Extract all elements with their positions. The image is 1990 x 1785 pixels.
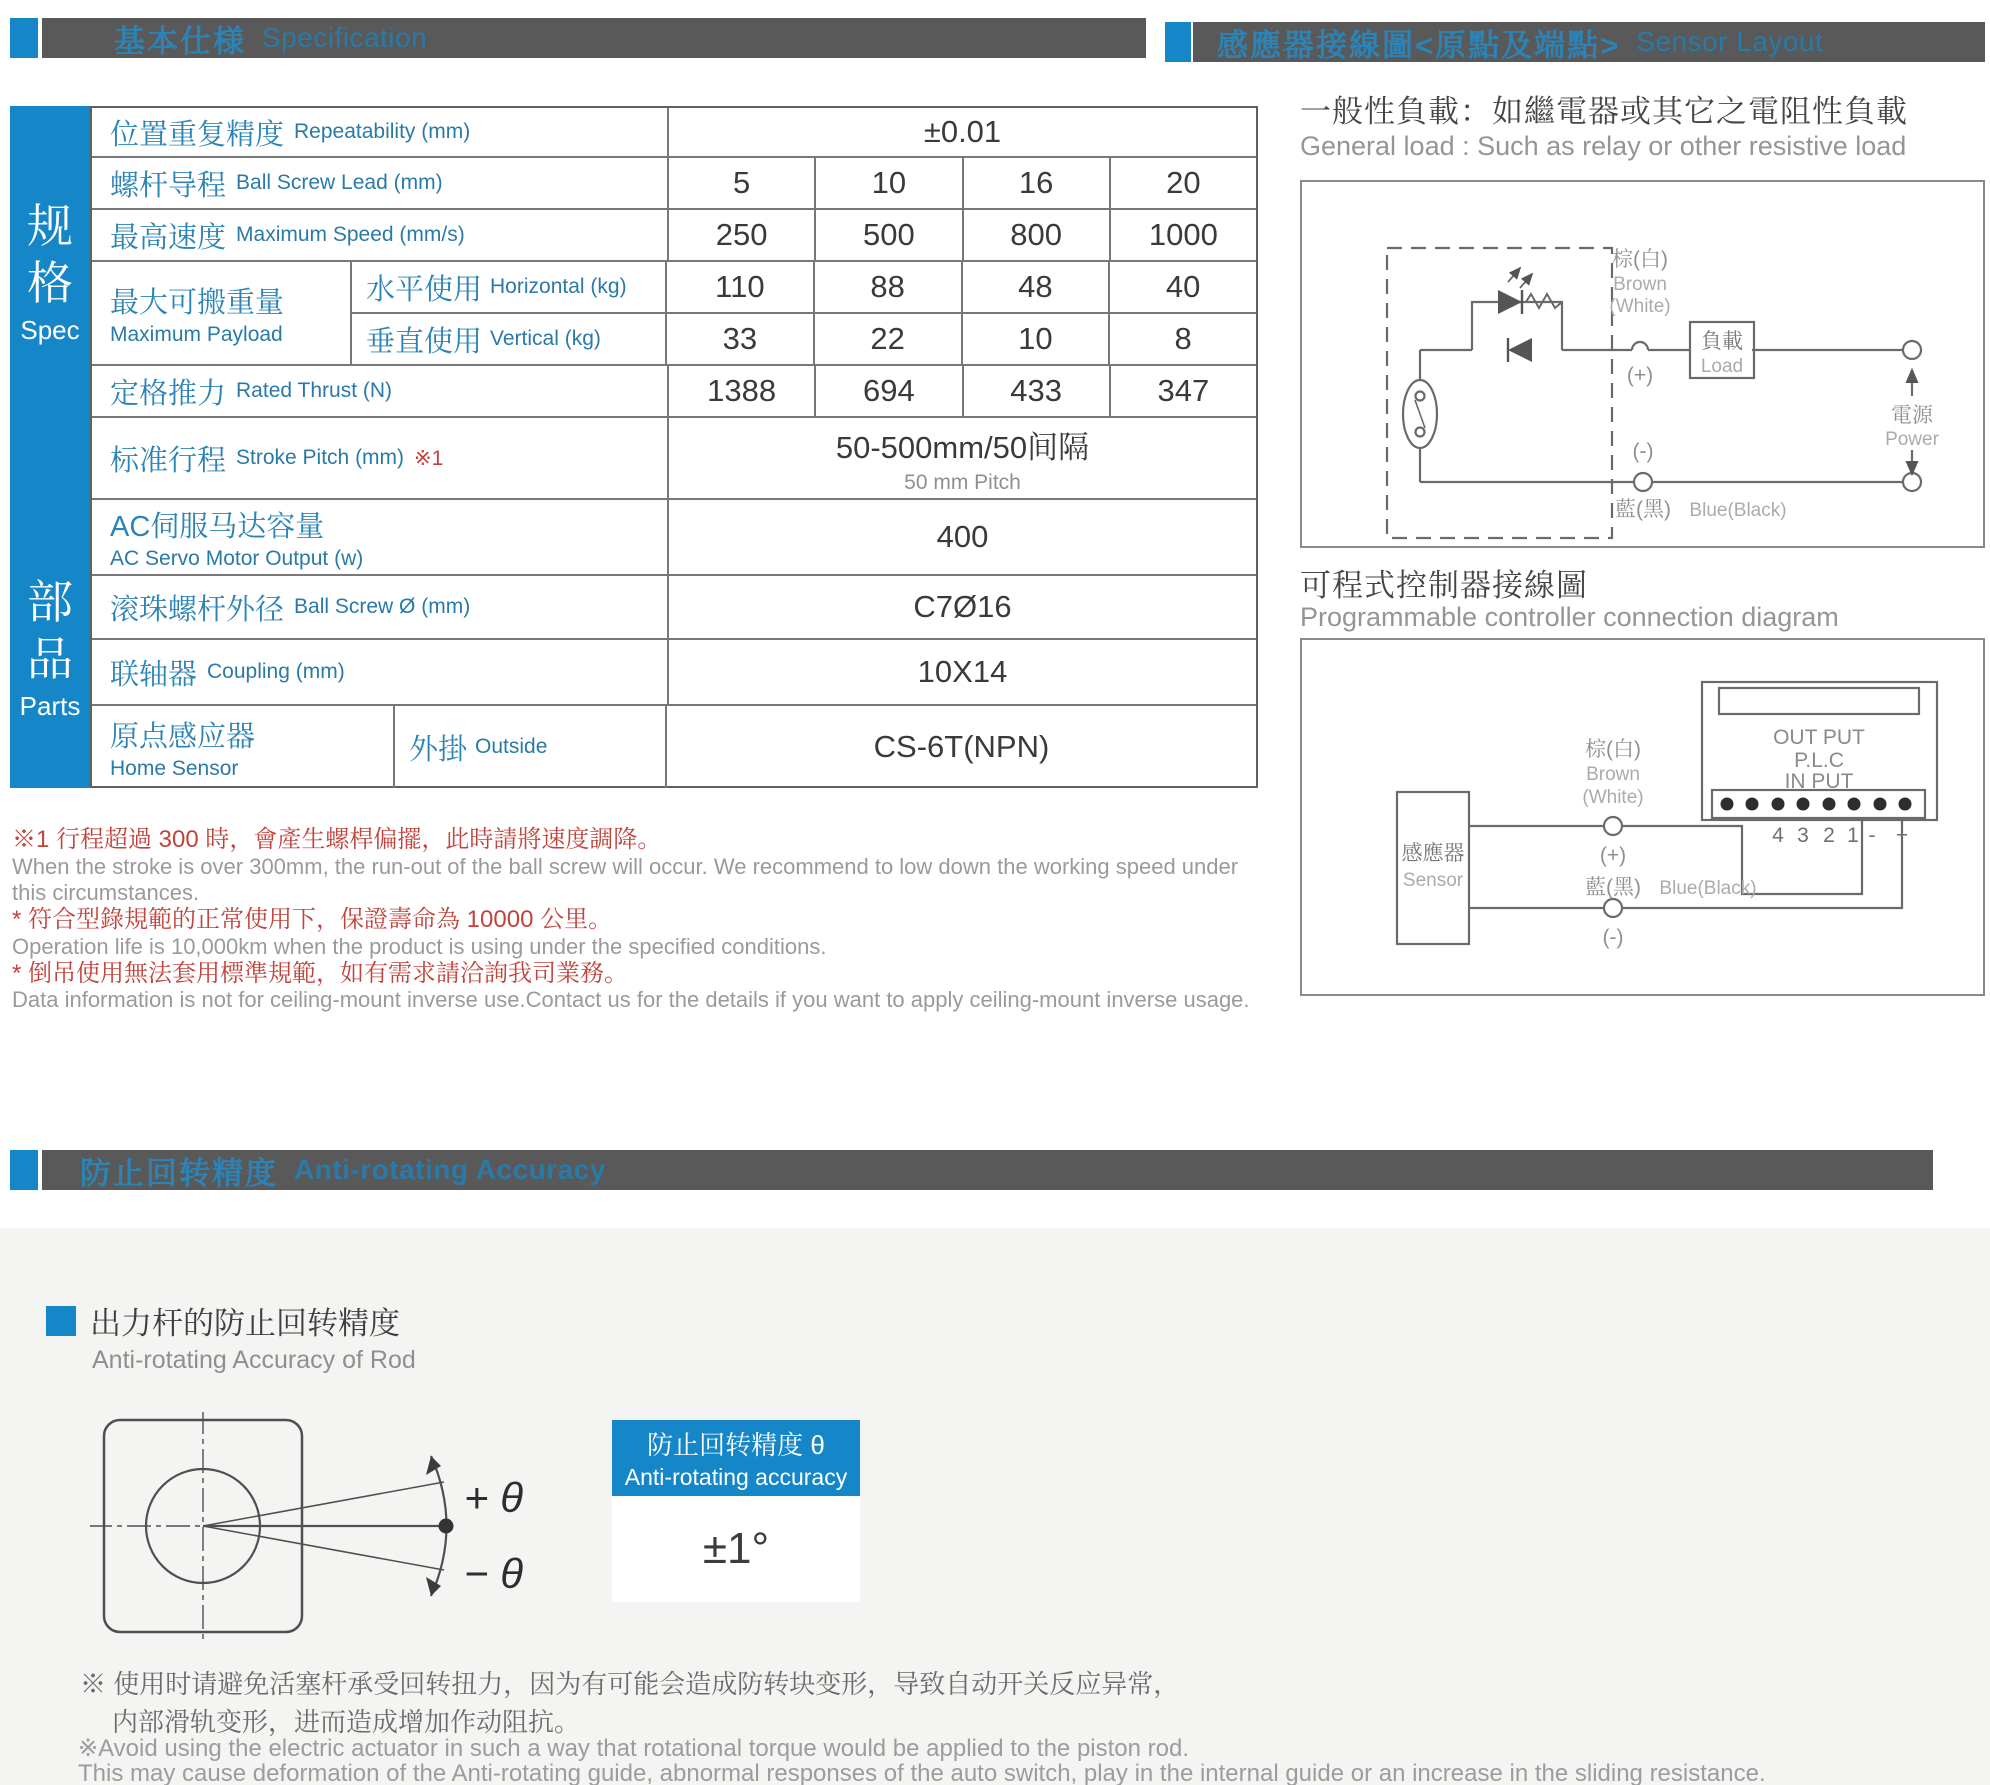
row-label [92,262,352,364]
specification-table [10,106,1258,788]
label-zh: 螺杆导程 [110,169,227,202]
cell-value: 10X14 [917,654,1008,689]
table-row-payload [92,262,1256,366]
cell-value: 10 [963,314,1111,364]
cell-value: 800 [964,210,1111,260]
label-en: Maximum Speed (mm/s) [236,223,465,246]
arc-arrowhead-top [426,1456,441,1475]
label-zh: 联轴器 [110,658,198,691]
cell-value: 1000 [1148,217,1218,252]
label-en: Coupling (mm) [207,660,345,683]
payload-vertical-row [352,314,1256,364]
label-zh: 位置重复精度 [110,118,285,151]
label-zh: 滚珠螺杆外径 [110,593,285,626]
plc-in-label: IN PUT [1784,770,1854,793]
accent-square-icon [10,1150,38,1190]
led-arrow-icon [1508,268,1520,282]
bottom-note-en: ※Avoid using the electric actuator in such a way that rotational torque would be applied to the piston rod. [78,1735,1190,1762]
label-zh: 外掛 [409,733,468,766]
table-row-coupling [92,640,1256,706]
row-label [92,210,669,260]
general-load-circuit-diagram [1302,182,1983,546]
table-row-homesensor [92,706,1256,788]
stroke-value: 50-500mm/50间隔 [835,429,1090,465]
angle-line-upper [203,1482,444,1526]
cell-value: 88 [815,262,963,312]
anti-header-en: Anti-rotating Accuracy [294,1154,606,1185]
bottom-note-en: This may cause deformation of the Anti-rotating guide, abnormal responses of the auto switch, play in the internal guide or an increase in the sliding resistance. [78,1760,1766,1785]
footnote-en: Data information is not for ceiling-mount inverse use.Contact us for the details if you want to apply ceiling-mount inverse usage. [12,987,1250,1013]
table-row-ballscrew [92,576,1256,640]
cell-value: 500 [816,210,963,260]
rotation-diagram [90,1412,530,1675]
bottom-note-zh: 内部滑轨变形，进而造成增加作动阻抗。 [112,1707,581,1737]
wire-label-blue-en: Blue(Black) [1659,878,1757,899]
wire-label-brown-en: Brown [1613,274,1667,295]
row-label [92,706,395,788]
minus-label: (-) [1602,926,1624,949]
terminal-label: 1 [1847,824,1859,847]
anti-rotating-accuracy-box [612,1420,860,1496]
side-spec-en: Spec [20,315,80,345]
label-en: Horizontal (kg) [490,275,627,298]
plus-label: (+) [1626,364,1654,387]
sensor-header-zh: 感應器接線圖<原點及端點> [1217,27,1621,63]
wire-label-blue-zh: 藍(黑) [1585,876,1641,899]
anti-header-zh: 防止回转精度 [80,1155,278,1191]
cell-value: 20 [1166,165,1201,200]
sub-label [352,314,667,364]
footnote-mark: ※1 [414,446,444,470]
general-load-title-zh: 一般性負載：如繼電器或其它之電阻性負載 [1300,94,1908,129]
label-en: Rated Thrust (N) [236,379,393,402]
minus-label: (-) [1632,440,1654,463]
footnote-zh: ※1 行程超過 300 時，會產生螺桿偏擺，此時請將速度調降。 [12,826,662,853]
wire-label-brown-en: Brown [1586,764,1640,785]
label-zh: 最高速度 [110,221,227,254]
row-label [92,640,669,704]
arc-arrowhead-bottom [426,1577,441,1596]
cell-value: 8 [1174,321,1192,356]
sensor-label-en: Sensor [1402,870,1464,891]
sub-label [352,262,667,312]
label-zh: 定格推力 [110,377,227,410]
accent-square-icon [1165,22,1191,62]
cell-value [669,418,1256,498]
label-zh: AC伺服马达容量 [110,510,325,543]
footnote-en: Operation life is 10,000km when the product is using under the specified conditions. [12,933,827,959]
general-load-title-en: General load : Such as relay or other resistive load [1300,131,1907,161]
spec-header-en: Specification [262,22,428,53]
bullet-square-icon [46,1306,76,1336]
plus-theta-label: + θ [464,1474,523,1521]
plc-diagram-box [1300,638,1985,996]
angle-line-lower [203,1526,444,1570]
power-label-en: Power [1885,429,1939,450]
cell-value: 48 [963,262,1111,312]
table-grid [90,106,1258,788]
payload-subrows [352,262,1256,364]
cell-value: 110 [667,262,815,312]
led-diode-icon [1498,290,1522,314]
label-zh: 最大可搬重量 [110,286,285,319]
accent-square-icon [10,18,38,58]
wire-label-brown-zh: 棕(白) [1612,248,1668,271]
sensor-box [1397,792,1469,944]
footnote-zh: * 符合型錄規範的正常使用下，保證壽命為 10000 公里。 [12,905,613,933]
footnote-zh: * 倒吊使用無法套用標準規範，如有需求請洽詢我司業務。 [12,959,629,987]
cell-value: 694 [816,366,963,416]
label-en: Stroke Pitch (mm) [236,446,405,469]
table-row-thrust [92,366,1256,418]
wire-label-white-en: (White) [1609,296,1671,317]
cell-value: 22 [815,314,963,364]
terminal-label: 2 [1823,824,1835,847]
plc-title-en: Programmable controller connection diagram [1300,602,1839,632]
label-zh: 垂直使用 [366,325,483,358]
load-label-zh: 負載 [1701,330,1743,353]
label-en: Maximum Payload [110,322,283,346]
label-en: Repeatability (mm) [294,120,471,143]
table-row-lead [92,158,1256,210]
label-en: Ball Screw Ø (mm) [294,595,471,618]
footnote-en: When the stroke is over 300mm, the run-out of the ball screw will occur. We recommend to low down the working speed under this circumstances. [12,853,1239,905]
pivot-dot [439,1519,454,1534]
terminal-label: - [1868,824,1876,847]
label-zh: 水平使用 [366,273,483,306]
label-en: AC Servo Motor Output (w) [110,546,364,570]
sensor-label-zh: 感應器 [1401,842,1465,865]
row-label [92,108,669,156]
side-parts-zh2: 品 [27,633,73,685]
cell-value: 400 [936,519,989,554]
label-zh: 原点感应器 [110,720,256,753]
spec-header-bar [42,18,1146,58]
side-parts-en: Parts [19,691,81,721]
label-en: Ball Screw Lead (mm) [236,171,443,194]
plc-label: P.L.C [1794,749,1844,772]
table-footnotes [12,826,1262,1013]
rod-accuracy-title-zh: 出力杆的防止回转精度 [90,1306,400,1341]
cell-value: C7Ø16 [913,589,1012,624]
load-label-en: Load [1700,356,1744,377]
wire-label-white-en: (White) [1582,787,1644,808]
table-row-speed [92,210,1256,262]
terminal-label: + [1895,824,1909,847]
cell-value: 1388 [669,366,816,416]
wire-label-blue-zh: 藍(黑) [1615,498,1671,521]
cell-value: 347 [1157,373,1210,408]
cell-value: 16 [964,158,1111,208]
row-label [92,500,669,574]
row-label [92,158,669,208]
table-row-repeatability [92,108,1256,158]
side-group-spec [10,198,90,346]
label-en: Home Sensor [110,756,239,780]
cell-value: 33 [667,314,815,364]
power-label-zh: 電源 [1891,404,1933,427]
wire-label-blue-en: Blue(Black) [1689,500,1787,521]
sensor-layout-header-bar [1193,22,1985,62]
table-side-column [10,106,90,788]
row-label [92,418,669,498]
led-arrow-icon [1520,274,1532,288]
plc-out-label: OUT PUT [1773,726,1865,749]
plus-label: (+) [1599,844,1627,867]
terminal-label: 3 [1797,824,1809,847]
cell-value: CS-6T(NPN) [873,729,1050,764]
anti-rotating-header-bar [42,1150,1933,1190]
cell-value: 5 [669,158,816,208]
terminal-label: 4 [1772,824,1784,847]
side-spec-zh2: 格 [27,257,73,309]
diode-icon [1508,338,1532,362]
payload-horizontal-row [352,262,1256,314]
general-load-diagram-box [1300,180,1985,548]
spec-header-zh: 基本仕様 [114,23,246,59]
side-parts-zh1: 部 [27,576,73,628]
rod-accuracy-title-en: Anti-rotating Accuracy of Rod [92,1346,416,1374]
minus-theta-label: − θ [464,1550,523,1597]
row-label [92,576,669,638]
plc-circuit-diagram [1302,640,1983,994]
accuracy-box-zh: 防止回转精度 θ [647,1430,825,1460]
cell-value: 40 [1165,269,1201,304]
label-en: Vertical (kg) [490,327,601,350]
stroke-value-sub: 50 mm Pitch [904,470,1021,494]
cell-value: ±0.01 [923,114,1002,149]
sensor-header-en: Sensor Layout [1636,26,1824,57]
wire-label-brown-zh: 棕(白) [1585,738,1641,761]
cell-value: 250 [669,210,816,260]
accuracy-box-en: Anti-rotating accuracy [624,1464,848,1490]
row-label [92,366,669,416]
accuracy-value: ±1° [612,1496,860,1602]
side-group-parts [10,574,90,722]
bottom-note-zh: ※ 使用时请避免活塞杆承受回转扭力，因为有可能会造成防转块变形，导致自动开关反应异常， [80,1669,1180,1699]
label-zh: 标准行程 [110,444,227,477]
side-spec-zh1: 规 [27,200,73,252]
sub-label [395,706,667,788]
cell-value: 433 [964,366,1111,416]
table-row-stroke [92,418,1256,500]
label-en: Outside [475,735,548,758]
plc-title-zh: 可程式控制器接線圖 [1300,568,1588,603]
table-row-motor [92,500,1256,576]
cell-value: 10 [816,158,963,208]
